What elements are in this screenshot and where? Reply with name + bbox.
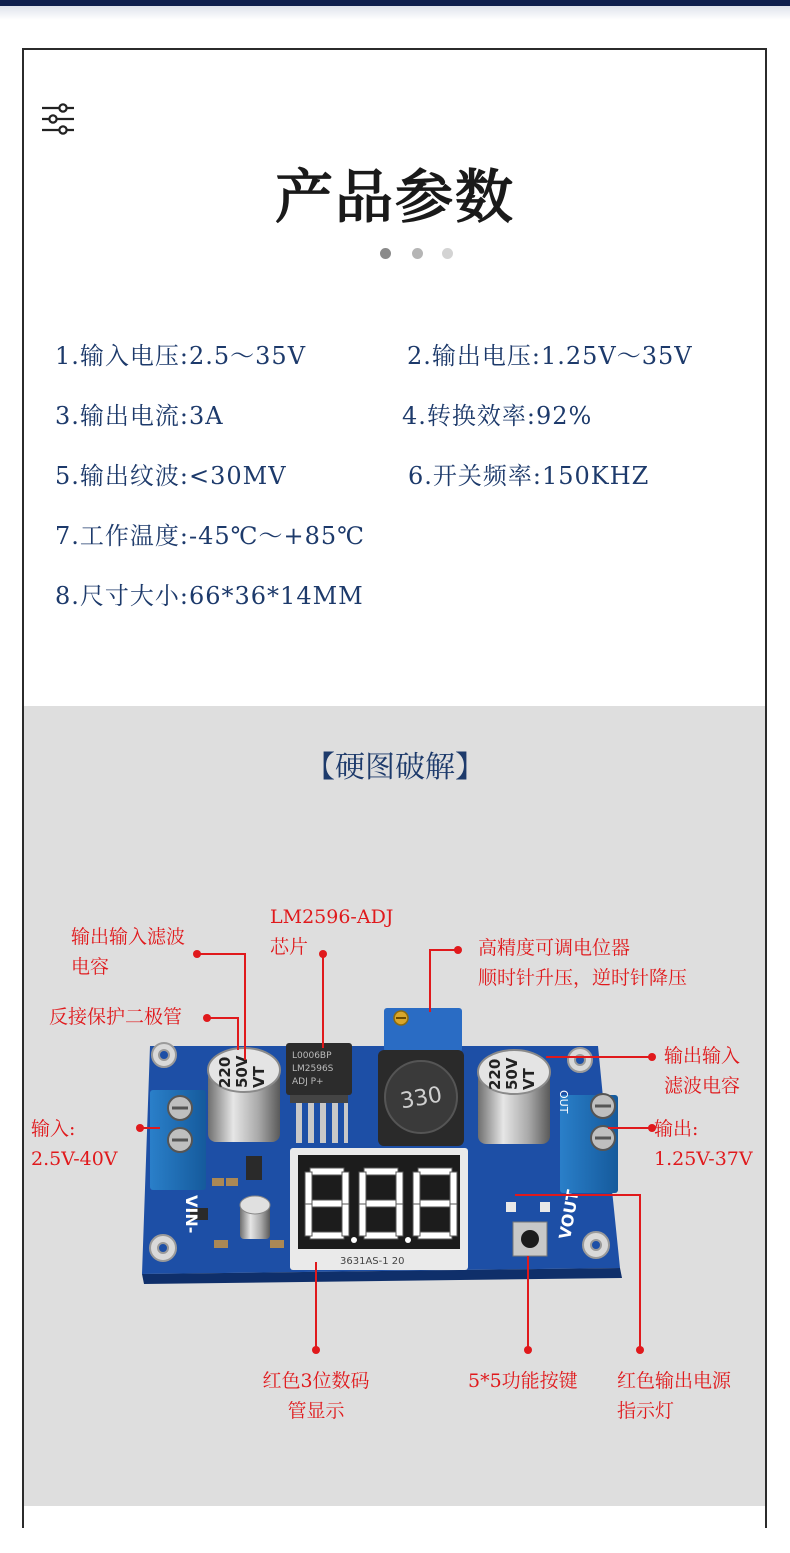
cap-right-voltage: 50V [503, 1057, 521, 1090]
label-output-1: 输出: [654, 1118, 699, 1140]
label-display-1: 红色3位数码 [262, 1370, 370, 1392]
label-filter-cap-right-1: 输出输入 [664, 1045, 741, 1067]
label-pot-1: 高精度可调电位器 [478, 937, 631, 959]
label-filter-cap-left-2: 电容 [71, 956, 110, 978]
chip-line-3: ADJ P+ [292, 1077, 324, 1087]
vin-silk: VIN- [182, 1195, 201, 1234]
spec-item: 8.尺寸大小:66*36*14MM [55, 582, 364, 610]
label-pot-2: 顺时针升压，逆时针降压 [478, 967, 688, 989]
cap-left-voltage: 50V [233, 1055, 251, 1088]
seven-segment-display [290, 1148, 468, 1270]
spec-item: 4.转换效率:92% [402, 402, 593, 430]
small-capacitor [240, 1196, 270, 1239]
cap-left-type: VT [250, 1066, 268, 1088]
label-led-1: 红色输出电源 [617, 1370, 732, 1392]
spec-item: 6.开关频率:150KHZ [408, 462, 650, 490]
spec-item: 5.输出纹波:<30MV [55, 462, 287, 490]
out-silk: OUT [557, 1090, 570, 1114]
spec-item: 1.输入电压:2.5～35V [55, 342, 307, 370]
label-display-2: 管显示 [287, 1400, 345, 1422]
chip-line-2: LM2596S [292, 1064, 334, 1074]
cap-right-value: 220 [486, 1058, 504, 1090]
label-button: 5*5功能按键 [468, 1370, 578, 1392]
label-reverse-diode: 反接保护二极管 [49, 1006, 183, 1028]
input-terminal [150, 1090, 206, 1190]
spec-item: 2.输出电压:1.25V～35V [407, 342, 693, 370]
label-filter-cap-right-2: 滤波电容 [664, 1075, 741, 1097]
capacitor-left [208, 1048, 280, 1142]
spec-item: 7.工作温度:-45℃～+85℃ [55, 522, 365, 550]
tactile-button [513, 1222, 547, 1256]
inductor [378, 1050, 464, 1146]
label-led-2: 指示灯 [617, 1400, 675, 1422]
cap-right-type: VT [520, 1068, 538, 1090]
cap-left-value: 220 [216, 1056, 234, 1088]
label-filter-cap-left-1: 输出输入滤波 [71, 926, 186, 948]
chip-line-1: L0006BP [292, 1051, 332, 1061]
label-output-2: 1.25V-37V [654, 1148, 753, 1170]
label-input-1: 输入: [31, 1118, 76, 1140]
inductor-value: 330 [398, 1082, 445, 1115]
display-model: 3631AS-1 20 [340, 1256, 405, 1267]
label-input-2: 2.5V-40V [31, 1148, 118, 1170]
capacitor-right [478, 1050, 550, 1144]
vout-silk: VOUT [555, 1188, 583, 1241]
page-title: 产品参数 [274, 163, 515, 231]
label-chip-1: LM2596-ADJ [270, 906, 394, 928]
potentiometer [384, 1008, 462, 1052]
label-chip-2: 芯片 [270, 936, 309, 958]
spec-item: 3.输出电流:3A [55, 402, 224, 430]
diagram-title: 【硬图破解】 [305, 750, 485, 785]
